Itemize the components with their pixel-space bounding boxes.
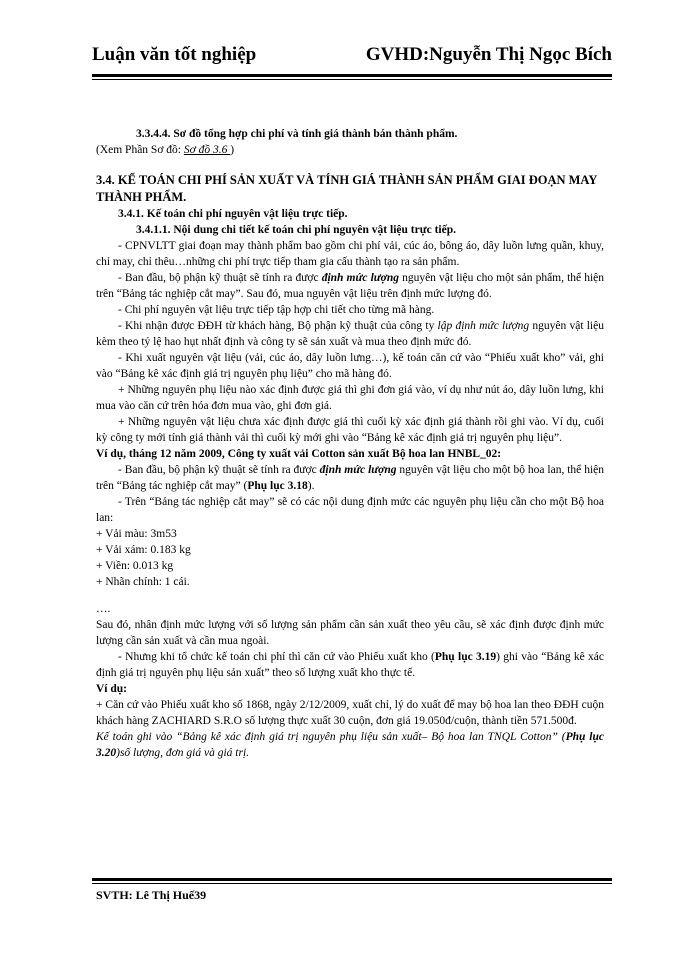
paragraph-chua-xac-dinh: + Những nguyên vật liệu chưa xác định được giá thì cuối kỳ xác định giá thành rồi ghi vào. Ví dụ, cuối kỳ công ty mới tính giá thành vải thì cuối kỳ mới ghi vào “Bảng kê xác định giá trị nguyên phụ liệu”.	[96, 416, 604, 444]
p8-appendix-ref: Phụ lục 3.18	[247, 480, 308, 492]
page-body	[96, 126, 604, 761]
list-item: + Vải màu: 3m53	[96, 528, 177, 540]
p4-text-a: - Khi nhận được ĐĐH từ khách hàng, Bộ phận kỹ thuật của công ty	[118, 320, 438, 332]
heading-3-4-1: 3.4.1. Kế toán chi phí nguyên vật liệu trực tiếp.	[118, 208, 348, 220]
page-header	[92, 40, 612, 74]
ellipsis: ….	[96, 603, 111, 615]
p13-text-c: )số lượng, đơn giá và giá trị.	[116, 747, 250, 759]
p8-text-a: - Ban đầu, bộ phận kỹ thuật sẽ tính ra được	[118, 464, 320, 476]
p8-text-c: nguyên vật liệu cho một bộ hoa lan, thể hiện trên “Bảng tác nghiệp cắt may” (	[96, 464, 604, 492]
heading-3-4-1-1: 3.4.1.1. Nội dung chi tiết kế toán chi phí nguyên vật liệu trực tiếp.	[136, 224, 456, 236]
p11-text-a: - Nhưng khi tổ chức kế toán chi phí thì căn cứ vào Phiếu xuất kho (	[118, 651, 435, 663]
paragraph-cpnvltt: - CPNVLTT giai đoạn may thành phẩm bao gồm chi phí vải, cúc áo, bông áo, dây luồn lưng quần, khuy, chỉ may, chỉ thêu…những chi phí trực tiếp tham gia cấu thành tạo ra sản phẩm.	[96, 240, 604, 268]
paragraph-nguyen-phu-lieu: + Những nguyên phụ liệu nào xác định được giá thì ghi đơn giá vào, ví dụ như nút áo, dây luồn lưng, khi mua vào căn cứ trên hóa đơn mua vào, ghi đơn giá.	[96, 384, 604, 412]
paragraph-dinh-muc	[96, 270, 604, 302]
p11-text-c: ) ghi vào “Bảng kê xác định giá trị nguyên phụ liệu sản xuất” theo số lượng xuất kho thực tế.	[96, 651, 604, 679]
p2-text-a: - Ban đầu, bộ phận kỹ thuật sẽ tính ra được	[118, 272, 322, 284]
diagram-ref-link[interactable]: Sơ đồ 3.6	[183, 144, 231, 156]
p11-appendix-ref: Phụ lục 3.19	[434, 651, 497, 663]
list-item: + Nhãn chính: 1 cái.	[96, 576, 190, 588]
diagram-reference	[96, 142, 604, 158]
list-item: + Vải xám: 0.183 kg	[96, 544, 191, 556]
heading-3-4: 3.4. KẾ TOÁN CHI PHÍ SẢN XUẤT VÀ TÍNH GIÁ THÀNH SẢN PHẨM GIAI ĐOẠN MAY THÀNH PHẨM.	[96, 173, 597, 204]
paragraph-ke-toan-ghi	[96, 729, 604, 761]
header-advisor: GVHD:Nguyễn Thị Ngọc Bích	[365, 44, 612, 65]
heading-3-3-4-4: 3.3.4.4. Sơ đồ tổng hợp chi phí và tính giá thành bán thành phẩm.	[136, 128, 458, 140]
paragraph-bang-tac-nghiep: - Trên “Bảng tác nghiệp cắt may” sẽ có các nội dung định mức các nguyên phụ liệu cần cho một Bộ hoa lan:	[96, 496, 604, 524]
p4-emphasis: lập định mức lượng	[437, 320, 530, 332]
example-2-heading: Ví dụ:	[96, 683, 127, 695]
diagram-ref-suffix: )	[230, 144, 235, 156]
paragraph-nhan-dinh-muc: Sau đó, nhân định mức lượng với số lượng sản phẩm cần sản xuất theo yêu cầu, sẽ xác định được định mức lượng cần sản xuất và cần mua ngoài.	[96, 619, 604, 647]
p4-text-c: nguyên vật liệu kèm theo tỷ lệ hao hụt nhất định và công ty sẽ sản xuất và mua theo định mức đó.	[96, 320, 604, 348]
example-heading: Ví dụ, tháng 12 năm 2009, Công ty xuất vải Cotton sản xuất Bộ hoa lan HNBL_02:	[96, 448, 502, 460]
footer-rule	[92, 878, 612, 884]
paragraph-ddh	[96, 318, 604, 350]
paragraph-phieu-xuat-kho	[96, 649, 604, 681]
paragraph-tap-hop: - Chi phí nguyên vật liệu trực tiếp tập hợp chi tiết cho từng mã hàng.	[118, 304, 435, 316]
p8-emphasis: định mức lượng	[319, 464, 397, 476]
page-footer: SVTH: Lê Thị Huế39	[96, 888, 207, 902]
paragraph-example-dinh-muc	[96, 462, 604, 494]
p2-text-c: nguyên vật liệu cho một sản phẩm, thể hiện trên “Bảng tác nghiệp cắt may”. Sau đó, mua nguyên vật liệu trên định mức lượng đó.	[96, 272, 605, 300]
header-thesis-title: Luận văn tốt nghiệp	[92, 44, 257, 65]
diagram-ref-prefix: (Xem Phần Sơ đồ:	[96, 144, 184, 156]
p13-appendix-ref: Phụ lục 3.20	[96, 731, 604, 759]
p8-text-e: ).	[307, 480, 315, 492]
list-item: + Viền: 0.013 kg	[96, 560, 174, 572]
p2-emphasis: định mức lượng	[321, 272, 399, 284]
paragraph-example-phieu: + Căn cứ vào Phiếu xuất kho số 1868, ngày 2/12/2009, xuất chỉ, lý do xuất để may bộ hoa lan theo ĐĐH cuộn khách hàng ZACHIARD S.R.O số lượng thực xuất 30 cuộn, đơn giá 19.050đ/cuộn, thành tiền 571.500đ.	[96, 699, 604, 727]
p13-text-a: Kế toán ghi vào “Bảng kê xác định giá trị nguyên phụ liệu sản xuất– Bộ hoa lan TNQL Cotton” (	[96, 731, 566, 743]
header-rule	[92, 74, 612, 80]
paragraph-xuat-nvl: - Khi xuất nguyên vật liệu (vải, cúc áo, dây luồn lưng…), kế toán căn cứ vào “Phiếu xuất kho” vải, ghi vào “Bảng kê xác định giá trị nguyên phụ liệu” cho mã hàng đó.	[96, 352, 604, 380]
